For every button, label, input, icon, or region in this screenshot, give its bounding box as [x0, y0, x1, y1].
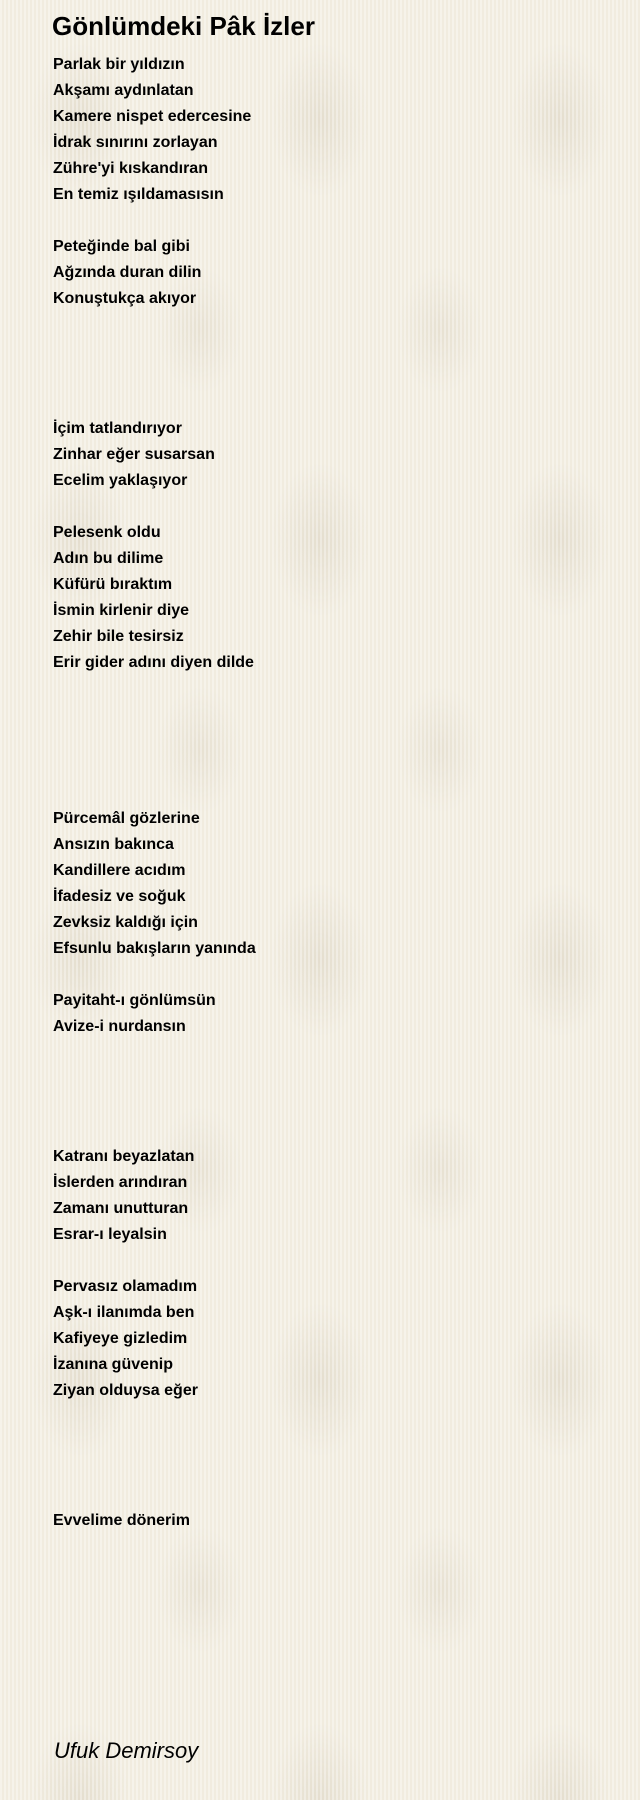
poem-body [53, 52, 613, 1534]
poem-line: Zevksiz kaldığı için [53, 914, 198, 931]
poem-line: Konuştukça akıyor [53, 290, 197, 307]
stanza-break [53, 754, 613, 780]
stanza-break [53, 1430, 613, 1456]
poem-title: Gönlümdeki Pâk İzler [52, 11, 315, 41]
poem-line: Zamanı unutturan [53, 1200, 189, 1217]
poem-line: Adın bu dilime [53, 550, 164, 567]
poem-line: Pelesenk oldu [53, 524, 161, 541]
poem-line: Peteğinde bal gibi [53, 238, 190, 255]
poem-line: Pürcemâl gözlerine [53, 810, 200, 827]
poem-line: İsmin kirlenir diye [53, 602, 190, 619]
stanza-break [53, 364, 613, 390]
stanza-break [53, 1066, 613, 1092]
stanza-break [53, 780, 613, 806]
poem-line: Aşk-ı ilanımda ben [53, 1304, 195, 1321]
poem-line: Ansızın bakınca [53, 836, 174, 853]
poem-line: Parlak bir yıldızın [53, 56, 185, 73]
stanza-break [53, 702, 613, 728]
poem-line: Kafiyeye gizledim [53, 1330, 188, 1347]
poem-line: Evvelime dönerim [53, 1512, 190, 1529]
poem-line: Akşamı aydınlatan [53, 82, 194, 99]
poem-line: Zehir bile tesirsiz [53, 628, 184, 645]
poem-line: İfadesiz ve soğuk [53, 888, 186, 905]
stanza-break [53, 1456, 613, 1482]
poem-line: Avize-i nurdansın [53, 1018, 186, 1035]
poem-line: Kamere nispet edercesine [53, 108, 252, 125]
poem-line: Ecelim yaklaşıyor [53, 472, 188, 489]
poem-author: Ufuk Demirsoy [54, 1738, 199, 1763]
stanza-break [53, 1248, 613, 1274]
poem-line: İzanına güvenip [53, 1356, 174, 1373]
poem-line: Payitaht-ı gönlümsün [53, 992, 216, 1009]
poem-line: Efsunlu bakışların yanında [53, 940, 256, 957]
poem-line: Ağzında duran dilin [53, 264, 202, 281]
poem-line: İslerden arındıran [53, 1174, 188, 1191]
poem-line: Zinhar eğer susarsan [53, 446, 215, 463]
stanza-break [53, 962, 613, 988]
stanza-break [53, 494, 613, 520]
stanza-break [53, 1482, 613, 1508]
stanza-break [53, 1092, 613, 1118]
stanza-break [53, 312, 613, 338]
poem-line: Esrar-ı leyalsin [53, 1226, 167, 1243]
stanza-break [53, 1040, 613, 1066]
stanza-break [53, 1404, 613, 1430]
poem-line: İdrak sınırını zorlayan [53, 134, 218, 151]
poem-line: Erir gider adını diyen dilde [53, 654, 254, 671]
stanza-break [53, 676, 613, 702]
poem-line: Kandillere acıdım [53, 862, 186, 879]
poem-line: Küfürü bıraktım [53, 576, 173, 593]
poem-line: Ziyan olduysa eğer [53, 1382, 198, 1399]
poem-line: İçim tatlandırıyor [53, 420, 182, 437]
poem-line: Zühre'yi kıskandıran [53, 160, 208, 177]
poem-line: En temiz ışıldamasısın [53, 186, 224, 203]
stanza-break [53, 338, 613, 364]
stanza-break [53, 728, 613, 754]
poem-line: Pervasız olamadım [53, 1278, 198, 1295]
stanza-break [53, 390, 613, 416]
stanza-break [53, 208, 613, 234]
stanza-break [53, 1118, 613, 1144]
poem-line: Katranı beyazlatan [53, 1148, 195, 1165]
